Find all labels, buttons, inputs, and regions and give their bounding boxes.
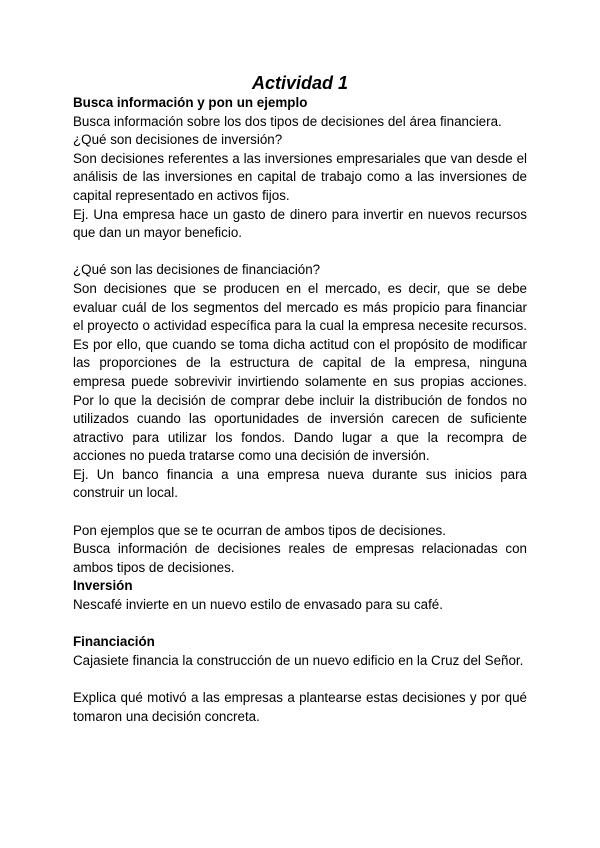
investment-heading: Inversión: [73, 578, 133, 594]
spacer: [73, 243, 527, 262]
section-heading: Busca información y pon un ejemplo: [73, 95, 308, 110]
prompt-motivation: Explica qué motivó a las empresas a plantearse estas decisiones y por qué tomaron una decisión concreta.: [73, 690, 527, 724]
financing-heading: Financiación: [73, 634, 155, 650]
prompt-real-decisions: Busca información de decisiones reales de empresas relacionadas con ambos tipos de decisiones.: [73, 541, 527, 575]
answer-financing: Son decisiones que se producen en el mercado, es decir, que se debe evaluar cuál de los segmentos del mercado es más propicio para financiar el proyecto o actividad específica para la cual la empresa necesite recursos. Es por ello, que cuando se toma dicha actitud con el propósito de modificar las proporciones de la estructura de capital de la empresa, ninguna empresa puede sobrevivir invirtiendo solamente en sus propias acciones. Por lo que la decisión de comprar debe incluir la distribución de fondos no utilizados cuando las oportunidades de inversión carecen de suficiente atractivo para utilizar los fondos. Dando lugar a que la recompra de acciones no pueda tratarse como una decisión de inversión.: [73, 280, 527, 464]
answer-investment: Son decisiones referentes a las inversiones empresariales que van desde el análisis de las inversiones en capital de trabajo como a las inversiones de capital representado en activos fijos.: [73, 150, 527, 203]
example-financing: Ej. Un banco financia a una empresa nueva durante sus inicios para construir un local.: [73, 466, 527, 501]
intro-text: Busca información sobre los dos tipos de decisiones del área financiera.: [73, 113, 502, 129]
document-page: [73, 72, 527, 726]
question-investment: ¿Qué son decisiones de inversión?: [73, 132, 283, 148]
spacer: [73, 615, 527, 634]
page-title: Actividad 1: [251, 73, 349, 93]
spacer: [73, 503, 527, 522]
example-investment: Ej. Una empresa hace un gasto de dinero para invertir en nuevos recursos que dan un mayor beneficio.: [73, 206, 527, 241]
financing-example: Cajasiete financia la construcción de un nuevo edificio en la Cruz del Señor.: [73, 652, 524, 668]
investment-example: Nescafé invierte en un nuevo estilo de envasado para su café.: [73, 597, 443, 613]
spacer: [73, 670, 527, 689]
question-financing: ¿Qué son las decisiones de financiación?: [73, 262, 321, 278]
prompt-examples: Pon ejemplos que se te ocurran de ambos tipos de decisiones.: [73, 522, 446, 538]
